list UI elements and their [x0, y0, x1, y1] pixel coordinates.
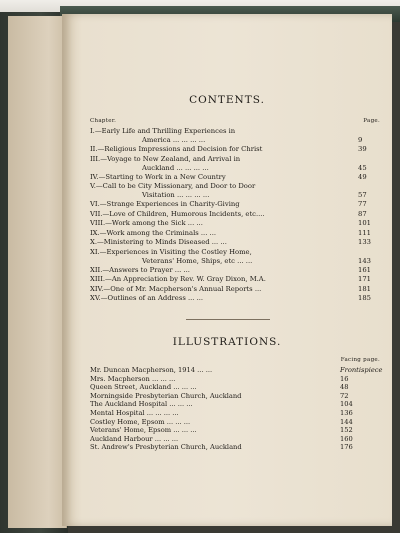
chapter-page-number: 49 [358, 172, 367, 181]
illustration-entry [90, 409, 380, 417]
contents-entry [90, 229, 380, 238]
illustration-entry [90, 375, 380, 383]
illustration-page-number: 136 [340, 409, 353, 417]
contents-entry [90, 173, 380, 182]
illustration-page-number: 144 [340, 417, 353, 426]
contents-entry [90, 155, 380, 173]
illustration-title: Veterans' Home, Epsom ... ... ... [90, 426, 197, 435]
chapter-page-number: 101 [358, 219, 371, 227]
chapter-page-number: 87 [358, 209, 367, 218]
chapter-title: XII.—Answers to Prayer ... ... [90, 265, 190, 274]
contents-entry [90, 266, 380, 275]
chapter-page-number: 143 [358, 256, 371, 265]
contents-entry [90, 127, 380, 145]
chapter-page-number: 185 [358, 294, 371, 302]
section-divider [186, 319, 270, 320]
contents-entry [90, 294, 380, 303]
chapter-title: VIII.—Work among the Sick ... ... [90, 219, 203, 227]
illustration-page-number: 16 [340, 374, 349, 383]
illustration-entry [90, 418, 380, 426]
chapter-page-number: 161 [358, 265, 371, 274]
chapter-page-number: 181 [358, 284, 371, 293]
book-page [62, 14, 392, 526]
chapter-title: XI.—Experiences in Visiting the Costley Home, [90, 247, 252, 256]
illustration-page-number: 48 [340, 383, 349, 392]
chapter-title: IX.—Work among the Criminals ... ... [90, 228, 217, 237]
chapter-title: X.—Ministering to Minds Diseased ... ... [90, 238, 227, 246]
illustration-entry [90, 400, 380, 408]
contents-entry [90, 219, 380, 228]
chapter-page-number: 111 [358, 228, 371, 237]
illustrations-heading: ILLUSTRATIONS. [172, 336, 282, 348]
chapter-page-number: 9 [358, 136, 363, 144]
illustration-entry [90, 435, 380, 443]
illustration-title: The Auckland Hospital ... ... ... [90, 400, 193, 409]
contents-entry [90, 248, 380, 266]
contents-entry [90, 238, 380, 247]
contents-entry [90, 275, 380, 284]
chapter-page-number: 39 [358, 145, 367, 153]
facing-page-label: Facing page. [340, 357, 380, 363]
illustration-title: Mental Hospital ... ... ... ... [90, 409, 179, 417]
illustration-entry [90, 366, 383, 374]
illustration-title: Morningside Presbyterian Church, Auckland [90, 391, 242, 400]
chapter-page-number: 57 [358, 191, 367, 199]
chapter-title: VII.—Love of Children, Humorous Incidents, etc.... [90, 209, 265, 218]
chapter-title-continued: America ... ... ... ... [142, 136, 206, 144]
chapter-title: V.—Call to be City Missionary, and Door to Door [90, 182, 256, 190]
contents-entry [90, 285, 380, 294]
contents-entry [90, 200, 380, 209]
chapter-page-number: 45 [358, 163, 367, 172]
chapter-page-number: 171 [358, 275, 371, 283]
chapter-title: IV.—Starting to Work in a New Country [90, 172, 226, 181]
chapter-title: XV.—Outlines of an Address ... ... [90, 294, 204, 302]
chapter-title-continued: Visitation ... ... ... ... [142, 191, 210, 199]
chapter-title: III.—Voyage to New Zealand, and Arrival in [90, 154, 241, 163]
chapter-title: I.—Early Life and Thrilling Experiences in [90, 127, 236, 135]
illustration-entry [90, 426, 380, 434]
chapter-page-number: 77 [358, 200, 367, 208]
page-column-label: Page. [363, 118, 380, 124]
contents-entry [90, 210, 380, 219]
illustration-title: St. Andrew's Presbyterian Church, Auckland [90, 443, 242, 452]
chapter-column-label: Chapter. [90, 118, 117, 124]
illustration-entry [90, 383, 380, 391]
chapter-title: II.—Religious Impressions and Decision for Christ [90, 145, 263, 153]
contents-heading: CONTENTS. [189, 94, 265, 106]
contents-entry [90, 182, 380, 200]
contents-entry [90, 145, 380, 154]
illustration-title: Mr. Duncan Macpherson, 1914 ... ... [90, 366, 213, 374]
illustration-title: Mrs. Macpherson ... ... ... [90, 374, 176, 383]
chapter-title: XIV.—One of Mr. Macpherson's Annual Reports ... [90, 284, 262, 293]
chapter-page-number: 133 [358, 238, 371, 246]
chapter-title-continued: Veterans' Home, Ships, etc ... ... [142, 256, 253, 265]
illustration-entry [90, 443, 380, 451]
illustration-title: Auckland Harbour ... ... ... [90, 434, 179, 443]
illustration-page-number: 176 [340, 443, 353, 452]
illustration-title: Queen Street, Auckland ... ... ... [90, 383, 197, 392]
illustration-page-number: 160 [340, 434, 353, 443]
illustration-entry [90, 392, 380, 400]
chapter-title: VI.—Strange Experiences in Charity-Giving [90, 200, 240, 208]
illustration-title: Costley Home, Epsom ... ... ... [90, 417, 191, 426]
illustration-page-number: 152 [340, 426, 353, 435]
chapter-title-continued: Auckland ... ... ... ... [142, 163, 209, 172]
illustration-page-number: 104 [340, 400, 353, 409]
chapter-title: XIII.—An Appreciation by Rev. W. Gray Dixon, M.A. [90, 275, 266, 283]
illustration-page-number: 72 [340, 391, 349, 400]
illustration-page-number: Frontispiece [340, 366, 383, 374]
left-page-leaf [8, 16, 67, 528]
